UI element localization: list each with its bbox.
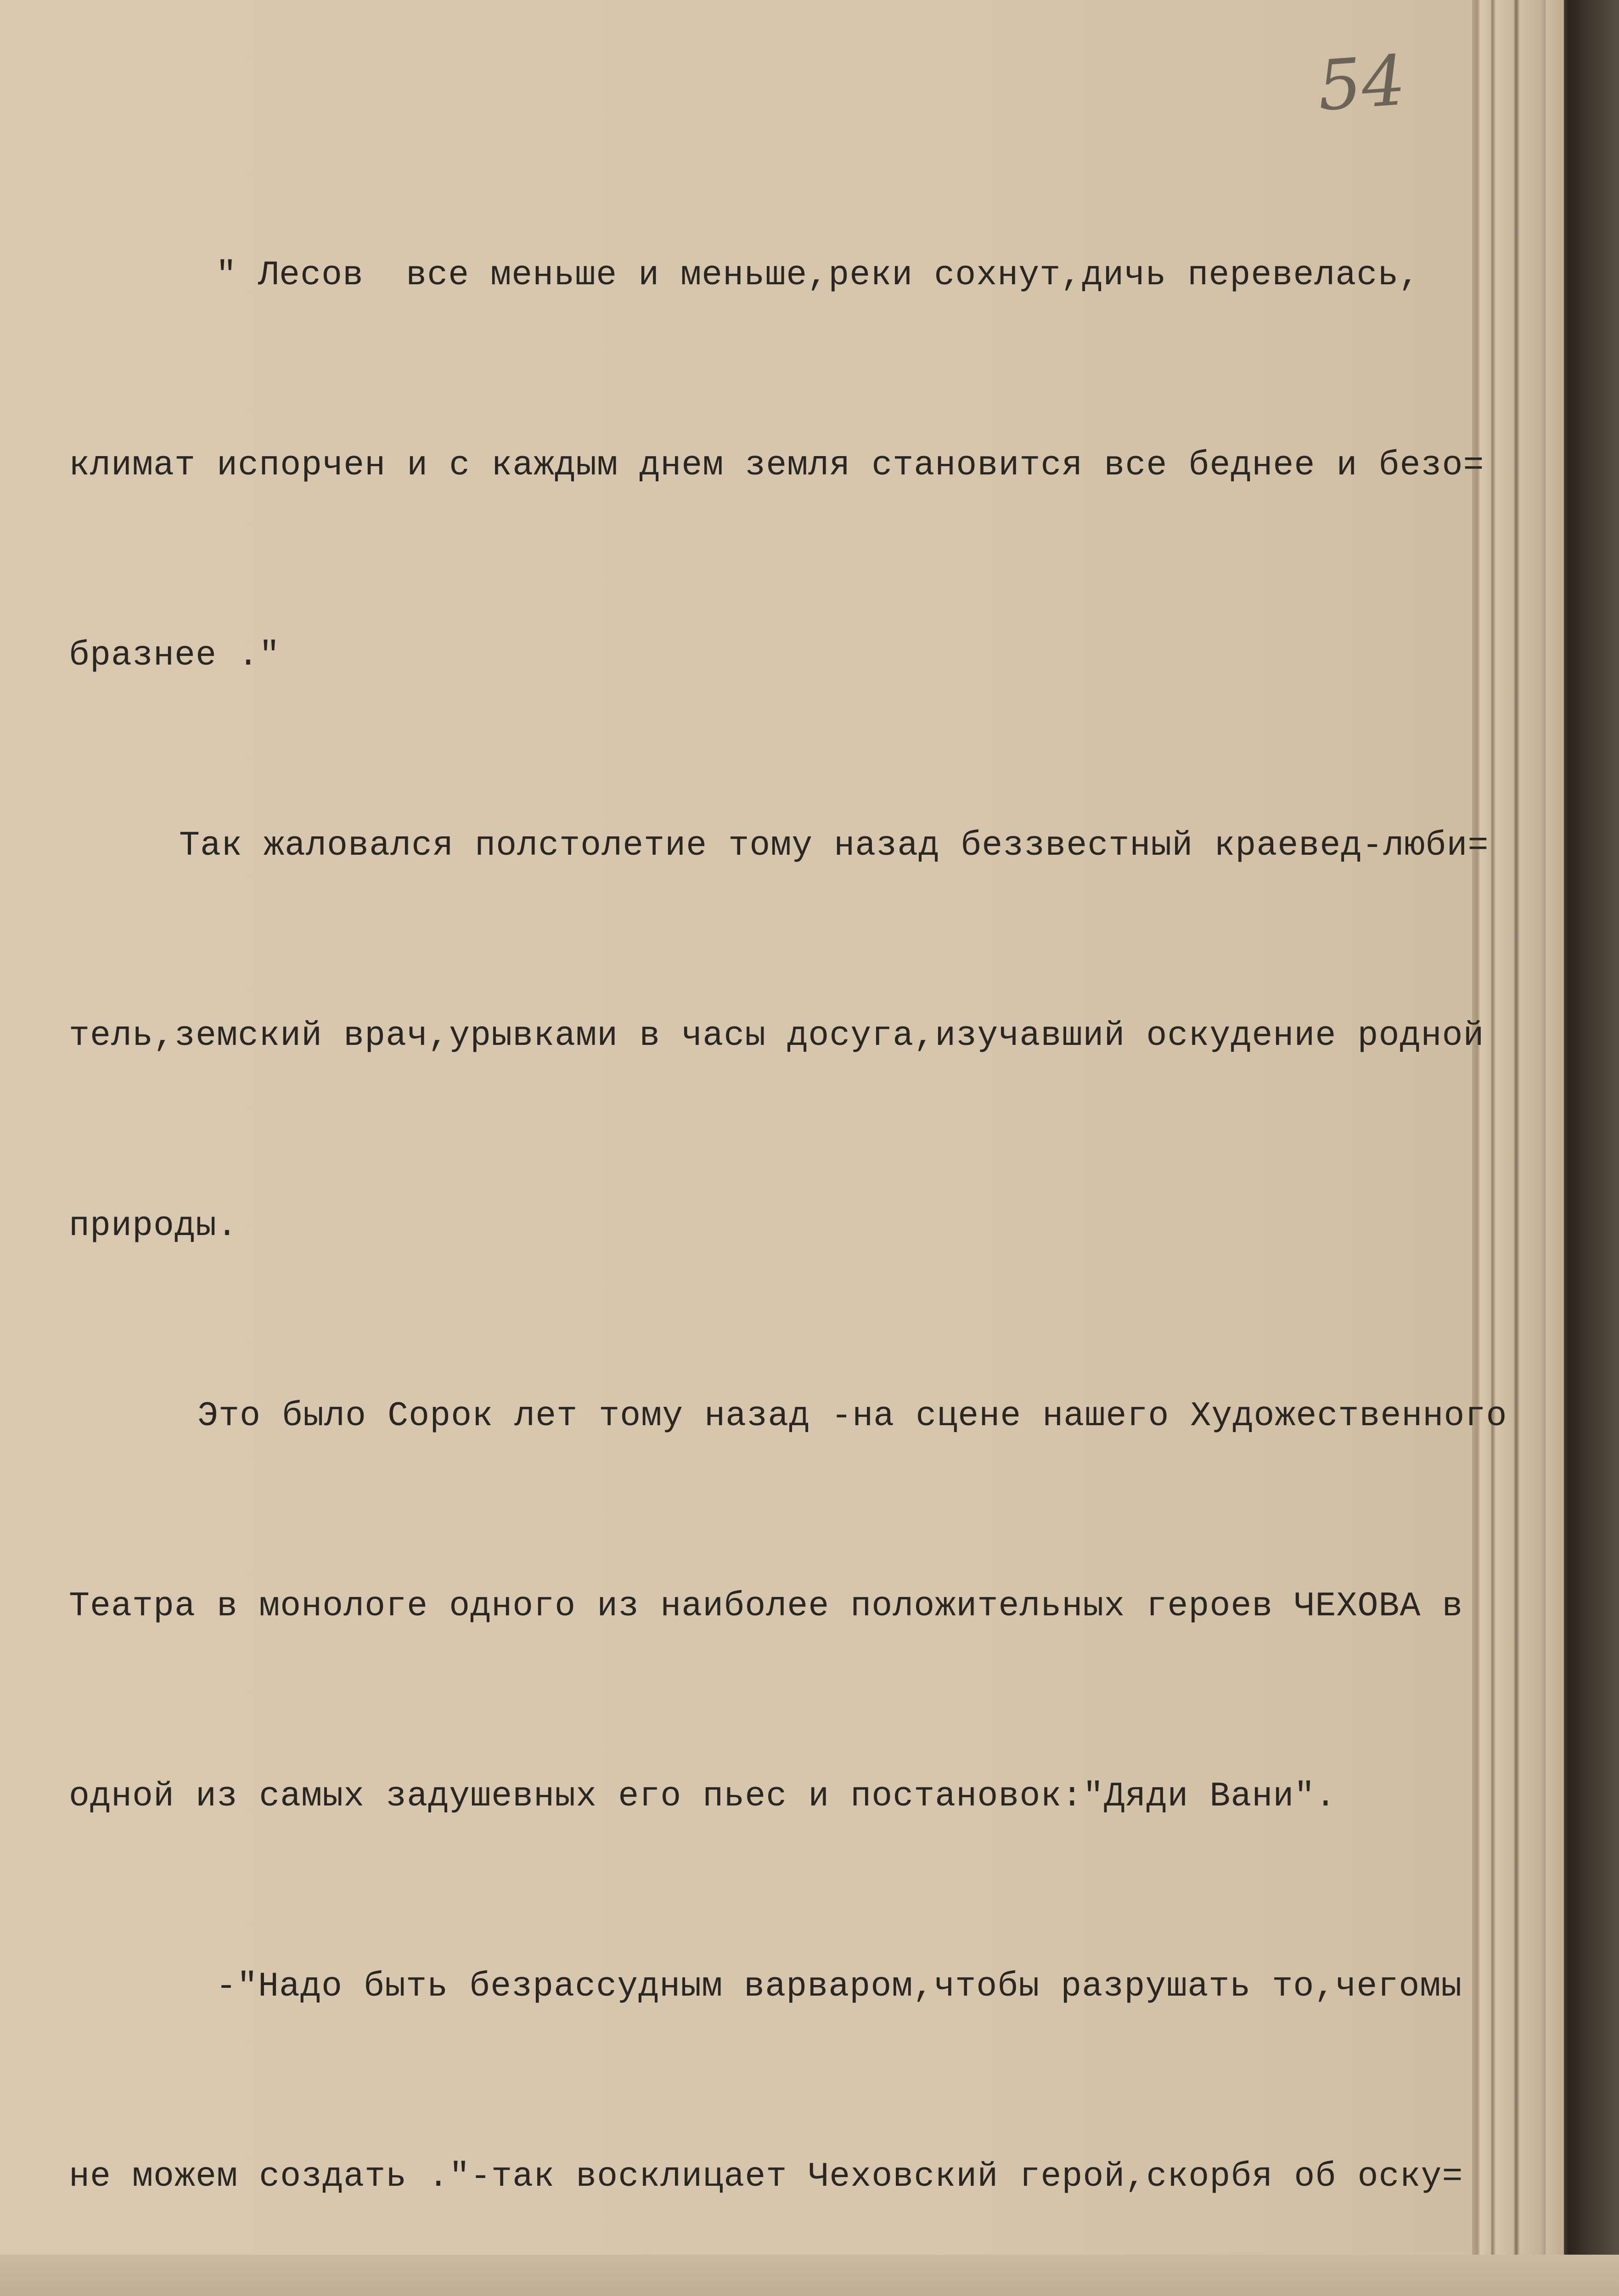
text-line: Театра в монологе одного из наиболее положительных героев ЧЕХОВА в — [69, 1587, 1463, 1626]
page-edge-stack — [1472, 0, 1619, 2296]
text-line: не можем создать ."-так восклицает Чеховский герой,скорбя об оску= — [69, 2157, 1463, 2196]
text-line: тель,земский врач,урывками в часы досуга,изучавший оскудение родной — [69, 1016, 1484, 1055]
handwritten-page-number: 54 — [1315, 40, 1408, 127]
text-line: Так жаловался полстолетие тому назад беззвестный краевед-люби= — [179, 826, 1489, 865]
text-line: климат испорчен и с каждым днем земля становится все беднее и безо= — [69, 446, 1484, 485]
text-line: природы. — [69, 1207, 238, 1246]
text-line: Это было Сорок лет тому назад -на сцене нашего Художественного — [197, 1397, 1507, 1436]
text-line: одной из самых задушевных его пьес и постановок:"Дяди Вани". — [69, 1777, 1337, 1816]
text-line: -"Надо быть безрассудным варваром,чтобы разрушать то,чегомы — [216, 1967, 1462, 2006]
text-line: " Лесов все меньше и меньше,реки сохнут,дичь перевелась, — [216, 256, 1420, 295]
typewritten-text — [69, 117, 1507, 2296]
text-line: бразнее ." — [69, 636, 281, 675]
